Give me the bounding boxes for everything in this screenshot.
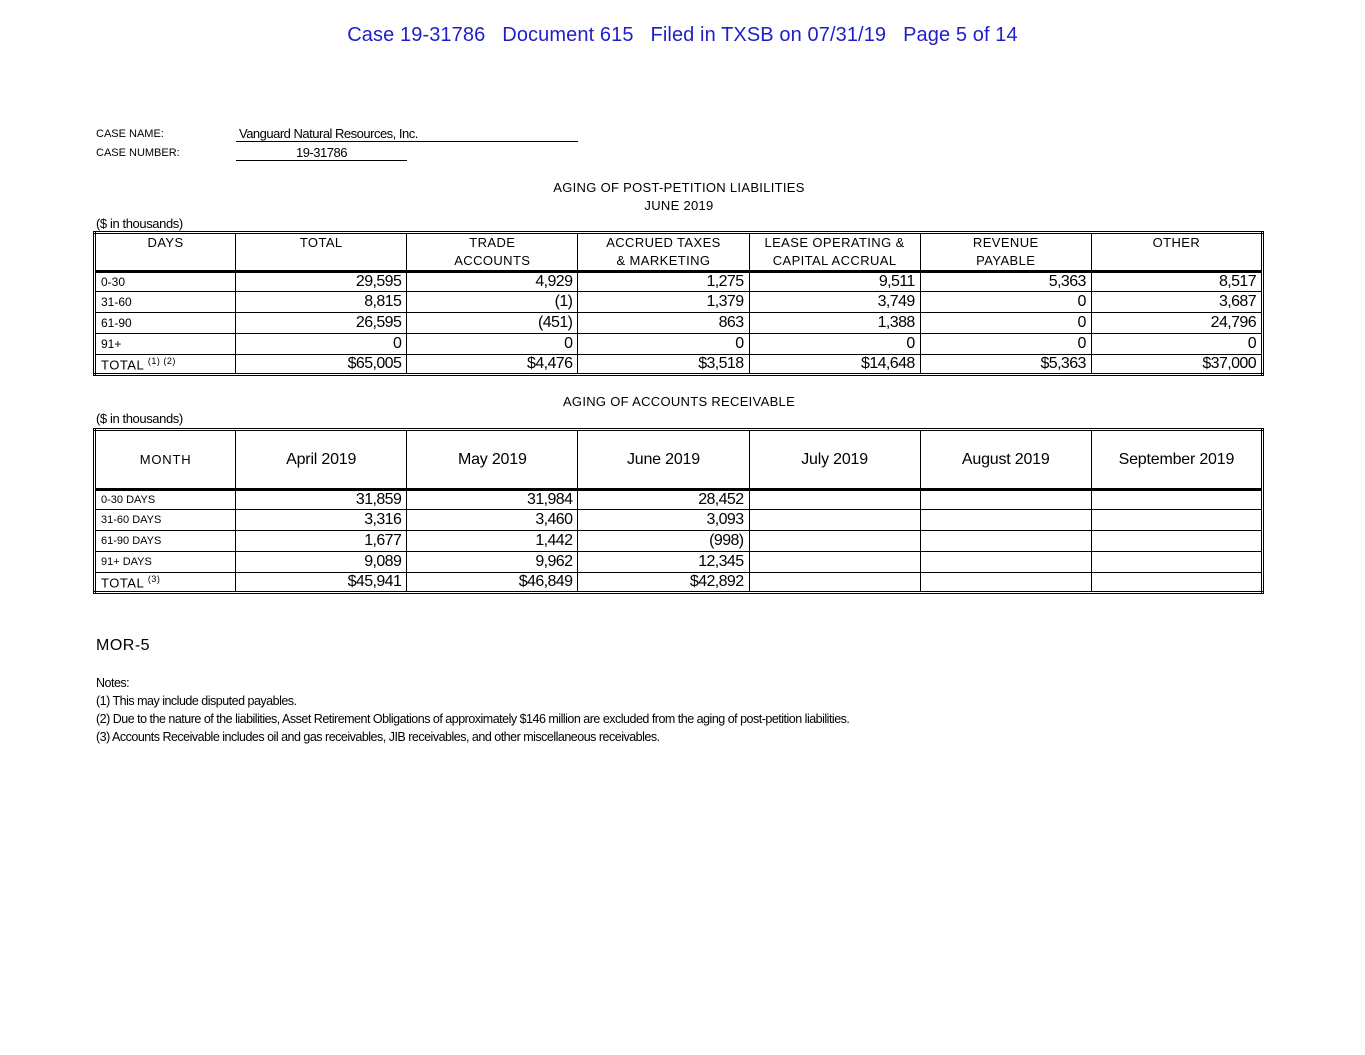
cell: 3,687: [1091, 292, 1262, 313]
note-item: (1) This may include disputed payables.: [96, 694, 297, 708]
table-row: [95, 313, 1263, 334]
receivables-table: [93, 428, 1264, 594]
total-cell: $42,892: [578, 573, 749, 593]
cell: (1): [407, 292, 578, 313]
cell: [1091, 552, 1262, 573]
cell: 3,749: [749, 292, 920, 313]
row-label: 91+ DAYS: [95, 552, 236, 573]
total-cell: [920, 573, 1091, 593]
total-cell: $14,648: [749, 355, 920, 375]
cell: (998): [578, 531, 749, 552]
cell: [1091, 531, 1262, 552]
total-cell: [749, 573, 920, 593]
cell: 5,363: [920, 272, 1091, 292]
total-cell: $65,005: [236, 355, 407, 375]
table-row: [95, 531, 1263, 552]
cell: 26,595: [236, 313, 407, 334]
total-cell: $37,000: [1091, 355, 1262, 375]
cell: 3,316: [236, 510, 407, 531]
liabilities-table: [93, 231, 1264, 376]
cell: 0: [1091, 334, 1262, 355]
cell: 31,859: [236, 490, 407, 510]
col-header-days: DAYS: [95, 233, 236, 272]
liabilities-header-row: [95, 233, 1263, 272]
cell: 9,962: [407, 552, 578, 573]
cell: 0: [920, 313, 1091, 334]
table-row: [95, 292, 1263, 313]
cell: 28,452: [578, 490, 749, 510]
table-row: [95, 490, 1263, 510]
col-header-may: May 2019: [407, 430, 578, 490]
cell: 31,984: [407, 490, 578, 510]
row-label: 0-30: [95, 272, 236, 292]
cell: [749, 531, 920, 552]
cell: 9,089: [236, 552, 407, 573]
table-row: [95, 334, 1263, 355]
cell: [749, 510, 920, 531]
col-header-revenue: REVENUE PAYABLE: [920, 233, 1091, 272]
total-cell: [1091, 573, 1262, 593]
col-header-june: June 2019: [578, 430, 749, 490]
total-label: TOTAL $^{(1) (2)}$: [95, 355, 236, 375]
col-header-taxes: ACCRUED TAXES & MARKETING: [578, 233, 749, 272]
cell: 8,517: [1091, 272, 1262, 292]
col-header-trade: TRADE ACCOUNTS: [407, 233, 578, 272]
cell: 0: [407, 334, 578, 355]
row-label: 61-90: [95, 313, 236, 334]
cell: 3,460: [407, 510, 578, 531]
cell: [920, 490, 1091, 510]
total-cell: $45,941: [236, 573, 407, 593]
row-label: 0-30 DAYS: [95, 490, 236, 510]
col-header-april: April 2019: [236, 430, 407, 490]
row-label: 31-60 DAYS: [95, 510, 236, 531]
cell: 1,379: [578, 292, 749, 313]
col-header-august: August 2019: [920, 430, 1091, 490]
cell: (451): [407, 313, 578, 334]
cell: 863: [578, 313, 749, 334]
cell: 1,677: [236, 531, 407, 552]
cell: 4,929: [407, 272, 578, 292]
case-number-label: CASE NUMBER:: [96, 147, 180, 159]
filing-header: Case 19-31786 Document 615 Filed in TXSB on 07/31/19 Page 5 of 14: [347, 24, 1018, 46]
col-header-month: MONTH: [95, 430, 236, 490]
total-footnote: (1) (2): [147, 355, 176, 366]
note-item: (2) Due to the nature of the liabilities, Asset Retirement Obligations of approximately $146 million are excluded from the aging of post-petition liabilities.: [96, 712, 850, 726]
table-row: [95, 552, 1263, 573]
case-name-label: CASE NAME:: [96, 128, 164, 140]
case-name-value: Vanguard Natural Resources, Inc.: [236, 126, 578, 142]
row-label: 91+: [95, 334, 236, 355]
cell: 24,796: [1091, 313, 1262, 334]
row-label: 61-90 DAYS: [95, 531, 236, 552]
form-id: MOR-5: [96, 637, 151, 654]
cell: [749, 552, 920, 573]
notes-heading: Notes:: [96, 676, 130, 690]
cell: 1,388: [749, 313, 920, 334]
cell: 0: [236, 334, 407, 355]
col-header-september: September 2019: [1091, 430, 1262, 490]
total-footnote: (3): [147, 573, 161, 584]
cell: 3,093: [578, 510, 749, 531]
table-row: [95, 510, 1263, 531]
total-cell: $3,518: [578, 355, 749, 375]
cell: 0: [920, 334, 1091, 355]
cell: [1091, 510, 1262, 531]
cell: 1,275: [578, 272, 749, 292]
total-cell: $5,363: [920, 355, 1091, 375]
total-row: [95, 573, 1263, 593]
note-item: (3) Accounts Receivable includes oil and gas receivables, JIB receivables, and other miscellaneous receivables.: [96, 730, 660, 744]
total-row: [95, 355, 1263, 375]
cell: 8,815: [236, 292, 407, 313]
total-label: TOTAL $^{(3)}$: [95, 573, 236, 593]
liabilities-subtitle: JUNE 2019: [644, 198, 714, 213]
cell: [920, 531, 1091, 552]
cell: 1,442: [407, 531, 578, 552]
col-header-other: OTHER: [1091, 233, 1262, 272]
cell: [749, 490, 920, 510]
case-number-value: 19-31786: [236, 145, 407, 161]
receivables-header-row: [95, 430, 1263, 490]
cell: 9,511: [749, 272, 920, 292]
table-row: [95, 272, 1263, 292]
total-cell: $46,849: [407, 573, 578, 593]
row-label: 31-60: [95, 292, 236, 313]
col-header-july: July 2019: [749, 430, 920, 490]
cell: 12,345: [578, 552, 749, 573]
cell: [920, 552, 1091, 573]
receivables-title: AGING OF ACCOUNTS RECEIVABLE: [562, 394, 796, 409]
cell: 0: [578, 334, 749, 355]
cell: 29,595: [236, 272, 407, 292]
col-header-lease: LEASE OPERATING & CAPITAL ACCRUAL: [749, 233, 920, 272]
cell: 0: [920, 292, 1091, 313]
cell: [1091, 490, 1262, 510]
cell: [920, 510, 1091, 531]
receivables-unit-note: ($ in thousands): [96, 411, 183, 426]
liabilities-title: AGING OF POST-PETITION LIABILITIES: [553, 180, 805, 195]
total-cell: $4,476: [407, 355, 578, 375]
col-header-total: TOTAL: [236, 233, 407, 272]
cell: 0: [749, 334, 920, 355]
liabilities-unit-note: ($ in thousands): [96, 216, 183, 231]
